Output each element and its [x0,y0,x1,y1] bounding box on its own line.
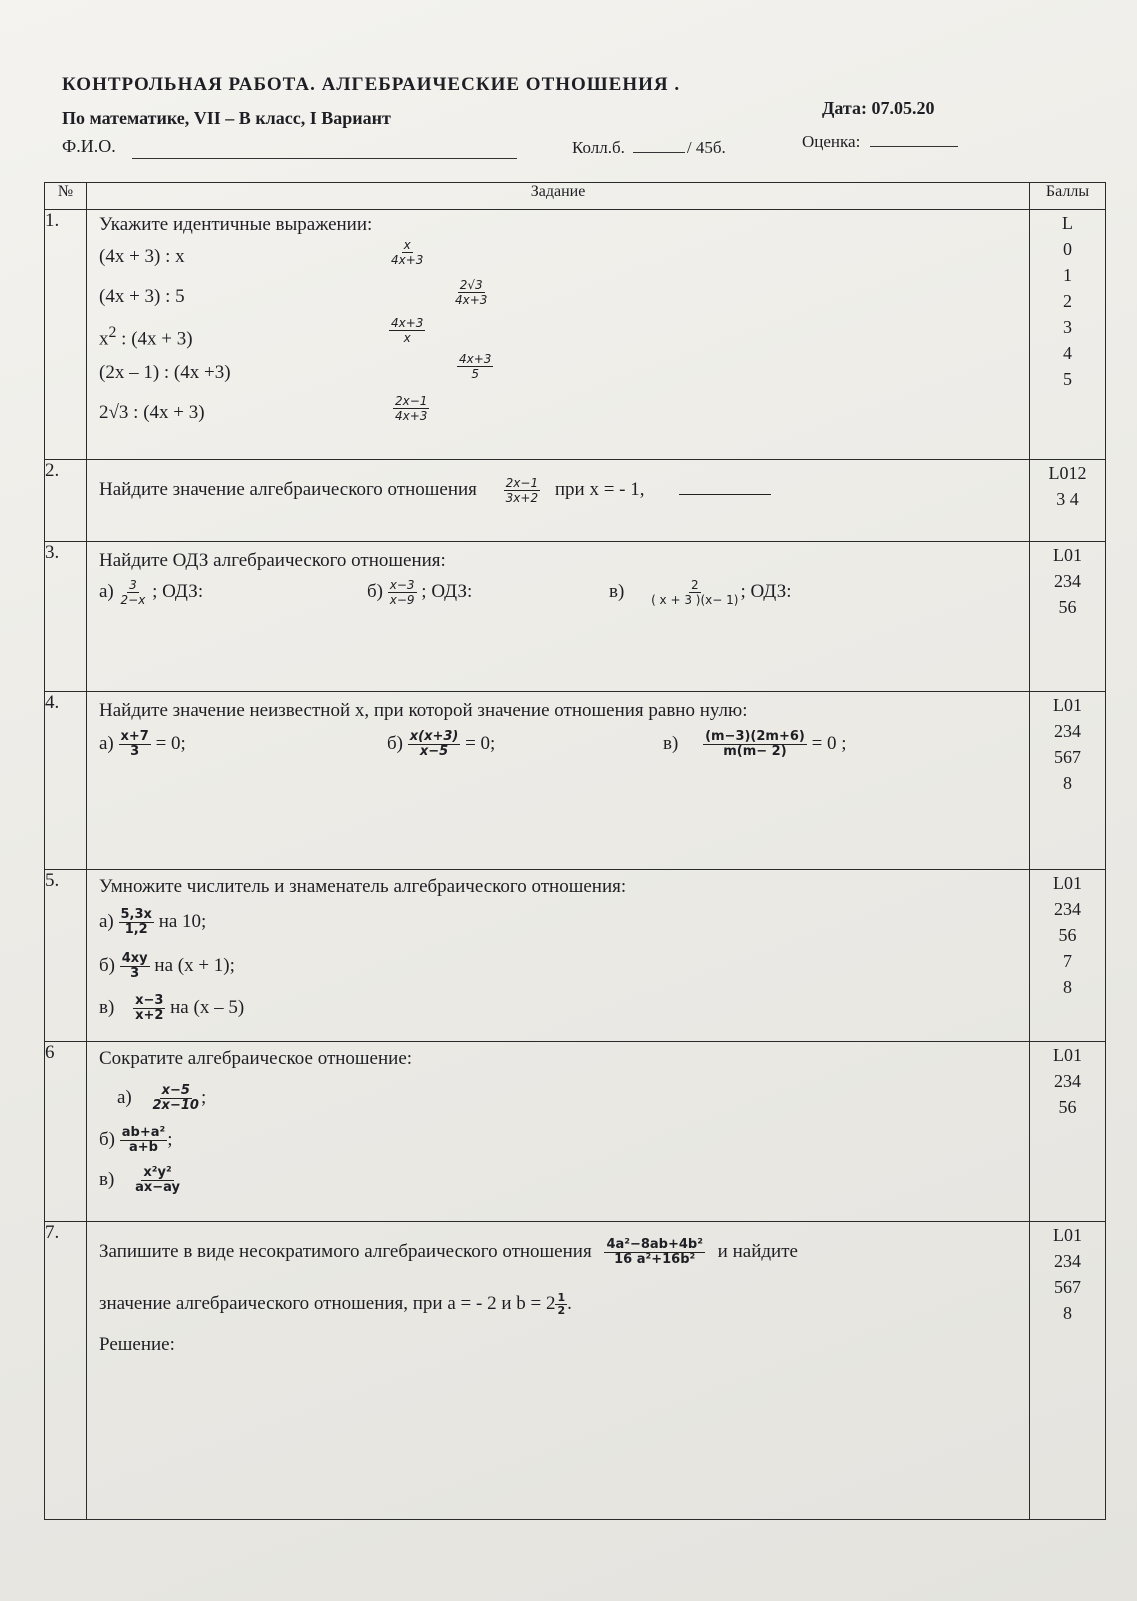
subtask-c: в) $\frac{2}{( x + 3 )(x- 1)}$ ; ОДЗ: [609,578,792,607]
points-cell: L01 234 56 [1030,1042,1106,1222]
subtask-a: а) $\frac{3}{2-x}$ ; ОДЗ: [99,578,204,607]
page-title: КОНТРОЛЬНАЯ РАБОТА. АЛГЕБРАИЧЕСКИЕ ОТНОШЕНИЯ . [62,74,681,95]
task-body [87,460,1030,542]
date-label: Дата: 07.05.20 [822,98,935,118]
tasks-table [44,182,1106,1520]
subtask-a: а) $\frac{x-5}{2x-10}$ ; [117,1083,207,1113]
task-prompt: Умножите числитель и знаменатель алгебраического отношения: [99,876,627,897]
task-row-7 [45,1222,1106,1520]
points-cell: L012 3 4 [1030,460,1106,542]
task-number: 7. [45,1222,87,1520]
points-cell: L01 234 56 [1030,542,1106,692]
fraction: $\frac{x}{4x+3}$ [391,238,424,267]
task-row-3 [45,542,1106,692]
expression: 2√3 : (4x + 3) [99,402,205,423]
task-row-1 [45,210,1106,460]
col-task-header: Задание [87,183,1030,210]
name-label: Ф.И.О. [62,136,116,156]
subtask-a: а) $\frac{5,3x}{1,2}$ на 10; [99,907,207,937]
task-prompt: Найдите значение алгебраического отношения $\frac{2x-1}{3x+2}$ при x = - 1, [99,476,771,505]
task-row-6 [45,1042,1106,1222]
task-condition: значение алгебраического отношения, при a = - 2 и b = 2 $\frac{1}{2}$ . [99,1291,572,1317]
task-row-5 [45,870,1106,1042]
expression: $x^2$ : (4x + 3) [99,324,193,350]
task-body [87,1042,1030,1222]
subtask-b: б) $\frac{x-3}{x-9}$ ; ОДЗ: [367,578,473,607]
score-total: / 45б. [686,138,726,157]
points-cell: L01 234 56 7 8 [1030,870,1106,1042]
subtask-c: в) $\frac{x-3}{x+2}$ на (x – 5) [99,993,245,1023]
task-body [87,210,1030,460]
expression: (4x + 3) : x [99,246,185,267]
solution-label: Решение: [99,1334,175,1355]
task-number: 1. [45,210,87,460]
answer-blank[interactable] [679,494,771,495]
fraction: $\frac{2x-1}{4x+3}$ [395,394,428,423]
task-body [87,870,1030,1042]
points-cell: L01 234 567 8 [1030,692,1106,870]
task-prompt: Укажите идентичные выражении: [99,214,373,235]
task-number: 5. [45,870,87,1042]
task-body [87,692,1030,870]
task-prompt: Найдите значение неизвестной x, при которой значение отношения равно нулю: [99,700,748,721]
solution-area[interactable] [99,1362,989,1512]
fraction: $\frac{4x+3}{5}$ [459,352,492,381]
points-cell: L01 234 567 8 [1030,1222,1106,1520]
task-body [87,1222,1030,1520]
grade-blank[interactable] [870,146,958,147]
col-points-header: Баллы [1030,183,1106,210]
subtask-b: б) $\frac{4xy}{3}$ на (x + 1); [99,951,235,981]
score-field[interactable] [572,138,726,158]
task-row-4 [45,692,1106,870]
fraction: $\frac{4x+3}{x}$ [391,316,424,345]
subtask-a: а) $\frac{x+7}{3}$ = 0; [99,729,186,759]
task-number: 3. [45,542,87,692]
grade-field[interactable] [802,132,958,152]
score-blank[interactable] [633,152,685,153]
table-header-row [45,183,1106,210]
points-cell: L 0 1 2 3 4 5 [1030,210,1106,460]
col-number-header: № [45,183,87,210]
expression: (4x + 3) : 5 [99,286,185,307]
task-body [87,542,1030,692]
subtask-c: в) $\frac{(m-3)(2m+6)}{m(m- 2)}$ = 0 ; [663,729,847,759]
subtask-b: б) $\frac{x(x+3)}{x-5}$ = 0; [387,729,496,759]
fraction: $\frac{2√3}{4x+3}$ [455,278,488,307]
task-number: 2. [45,460,87,542]
subject-line: По математике, VII – В класс, I Вариант [62,108,391,128]
score-label: Колл.б. [572,138,625,157]
name-field[interactable] [132,158,517,159]
task-number: 4. [45,692,87,870]
task-prompt: Найдите ОДЗ алгебраического отношения: [99,550,446,571]
subtask-b: б) $\frac{\text{ab+a²}}{a+b}$ ; [99,1125,173,1155]
grade-label: Оценка: [802,132,861,151]
task-number: 6 [45,1042,87,1222]
task-prompt: Запишите в виде несократимого алгебраического отношения $\frac{\text{4a²−8ab+4b²}}{\text{16 a²+16b²}}$ и найдите [99,1237,798,1267]
task-row-2 [45,460,1106,542]
subtask-c: в) $\frac{\text{x²y²}}{ax-ay}$ [99,1165,180,1195]
expression: (2x – 1) : (4x +3) [99,362,231,383]
task-prompt: Сократите алгебраическое отношение: [99,1048,413,1069]
